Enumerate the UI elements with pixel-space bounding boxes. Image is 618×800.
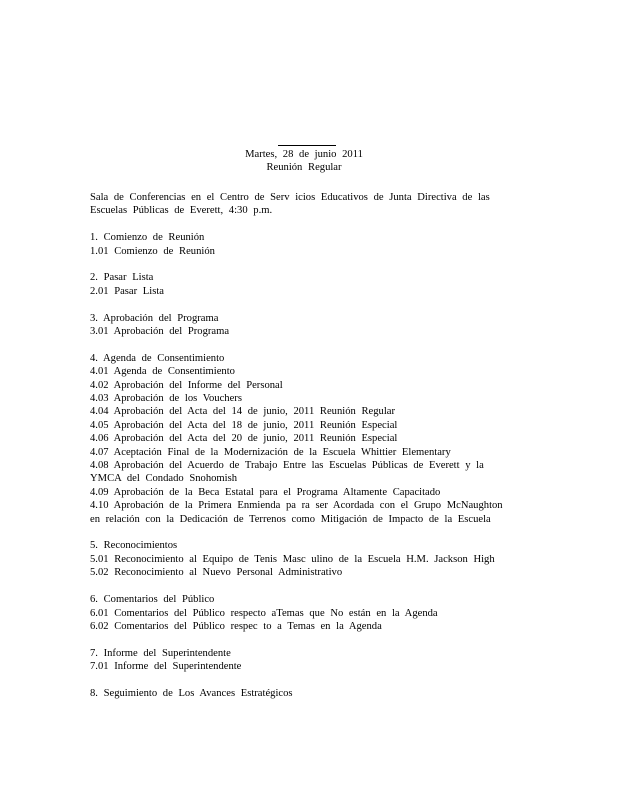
- meeting-type: Reunión Regular: [266, 162, 342, 174]
- agenda-line: 4.09 Aprobación de la Beca Estatal para el Programa Altamente Capacitado: [90, 486, 441, 498]
- agenda-line: 4.04 Aprobación del Acta del 14 de junio, 2011 Reunión Regular: [90, 406, 395, 418]
- agenda-section-7: [90, 647, 510, 674]
- agenda-line: 3. Aprobación del Programa: [90, 312, 219, 324]
- agenda-section-1: [90, 231, 510, 258]
- agenda-line: 4.05 Aprobación del Acta del 18 de junio, 2011 Reunión Especial: [90, 419, 398, 431]
- agenda-line: 6. Comentarios del Público: [90, 594, 215, 606]
- agenda-line: 4.06 Aprobación del Acta del 20 de junio, 2011 Reunión Especial: [90, 433, 398, 445]
- meeting-date: Martes, 28 de junio 2011: [245, 149, 363, 160]
- location-line-2: Escuelas Públicas de Everett, 4:30 p.m.: [90, 205, 273, 217]
- agenda-section-2: [90, 271, 510, 298]
- agenda-line: 6.01 Comentarios del Público respecto aTemas que No están en la Agenda: [90, 607, 438, 619]
- agenda-section-4: [90, 352, 510, 526]
- agenda-line: en relación con la Dedicación de Terrenos como Mitigación de Impacto de la Escuela: [90, 513, 491, 525]
- agenda-line: 4.08 Aprobación del Acuerdo de Trabajo Entre las Escuelas Públicas de Everett y la: [90, 460, 484, 472]
- agenda-line: 4.03 Aprobación de los Vouchers: [90, 393, 242, 405]
- agenda-line: 5. Reconocimientos: [90, 540, 178, 552]
- location-paragraph: [90, 191, 510, 218]
- header-rule: [278, 145, 336, 146]
- agenda-section-6: [90, 593, 510, 633]
- agenda-section-3: [90, 312, 510, 339]
- agenda-section-5: [90, 539, 510, 579]
- agenda-section-8: [90, 687, 510, 700]
- agenda-line: 1.01 Comienzo de Reunión: [90, 245, 215, 257]
- agenda-line: 2. Pasar Lista: [90, 272, 154, 284]
- agenda-line: YMCA del Condado Snohomish: [90, 473, 238, 485]
- agenda-line: 1. Comienzo de Reunión: [90, 232, 205, 244]
- agenda-line: 4.01 Agenda de Consentimiento: [90, 366, 235, 378]
- agenda-line: 5.02 Reconocimiento al Nuevo Personal Administrativo: [90, 567, 343, 579]
- agenda-line: 3.01 Aprobación del Programa: [90, 326, 230, 338]
- agenda-line: 4.10 Aprobación de la Primera Enmienda pa ra ser Acordada con el Grupo McNaughton: [90, 500, 503, 512]
- agenda-line: 6.02 Comentarios del Público respec to a Temas en la Agenda: [90, 620, 382, 632]
- agenda-line: 2.01 Pasar Lista: [90, 285, 164, 297]
- agenda-line: 7. Informe del Superintendente: [90, 647, 231, 659]
- agenda-line: 4.02 Aprobación del Informe del Personal: [90, 379, 283, 391]
- agenda-line: 4. Agenda de Consentimiento: [90, 352, 225, 364]
- agenda-line: 7.01 Informe del Superintendente: [90, 661, 242, 673]
- agenda-line: 4.07 Aceptación Final de la Modernización de la Escuela Whittier Elementary: [90, 446, 451, 458]
- location-line-1: Sala de Conferencias en el Centro de Serv icios Educativos de Junta Directiva de las: [90, 192, 490, 203]
- agenda-body: [90, 191, 510, 700]
- agenda-line: 5.01 Reconocimiento al Equipo de Tenis Masc ulino de la Escuela H.M. Jackson High: [90, 553, 495, 565]
- meeting-header: [0, 148, 608, 175]
- agenda-line: 8. Seguimiento de Los Avances Estratégicos: [90, 687, 293, 699]
